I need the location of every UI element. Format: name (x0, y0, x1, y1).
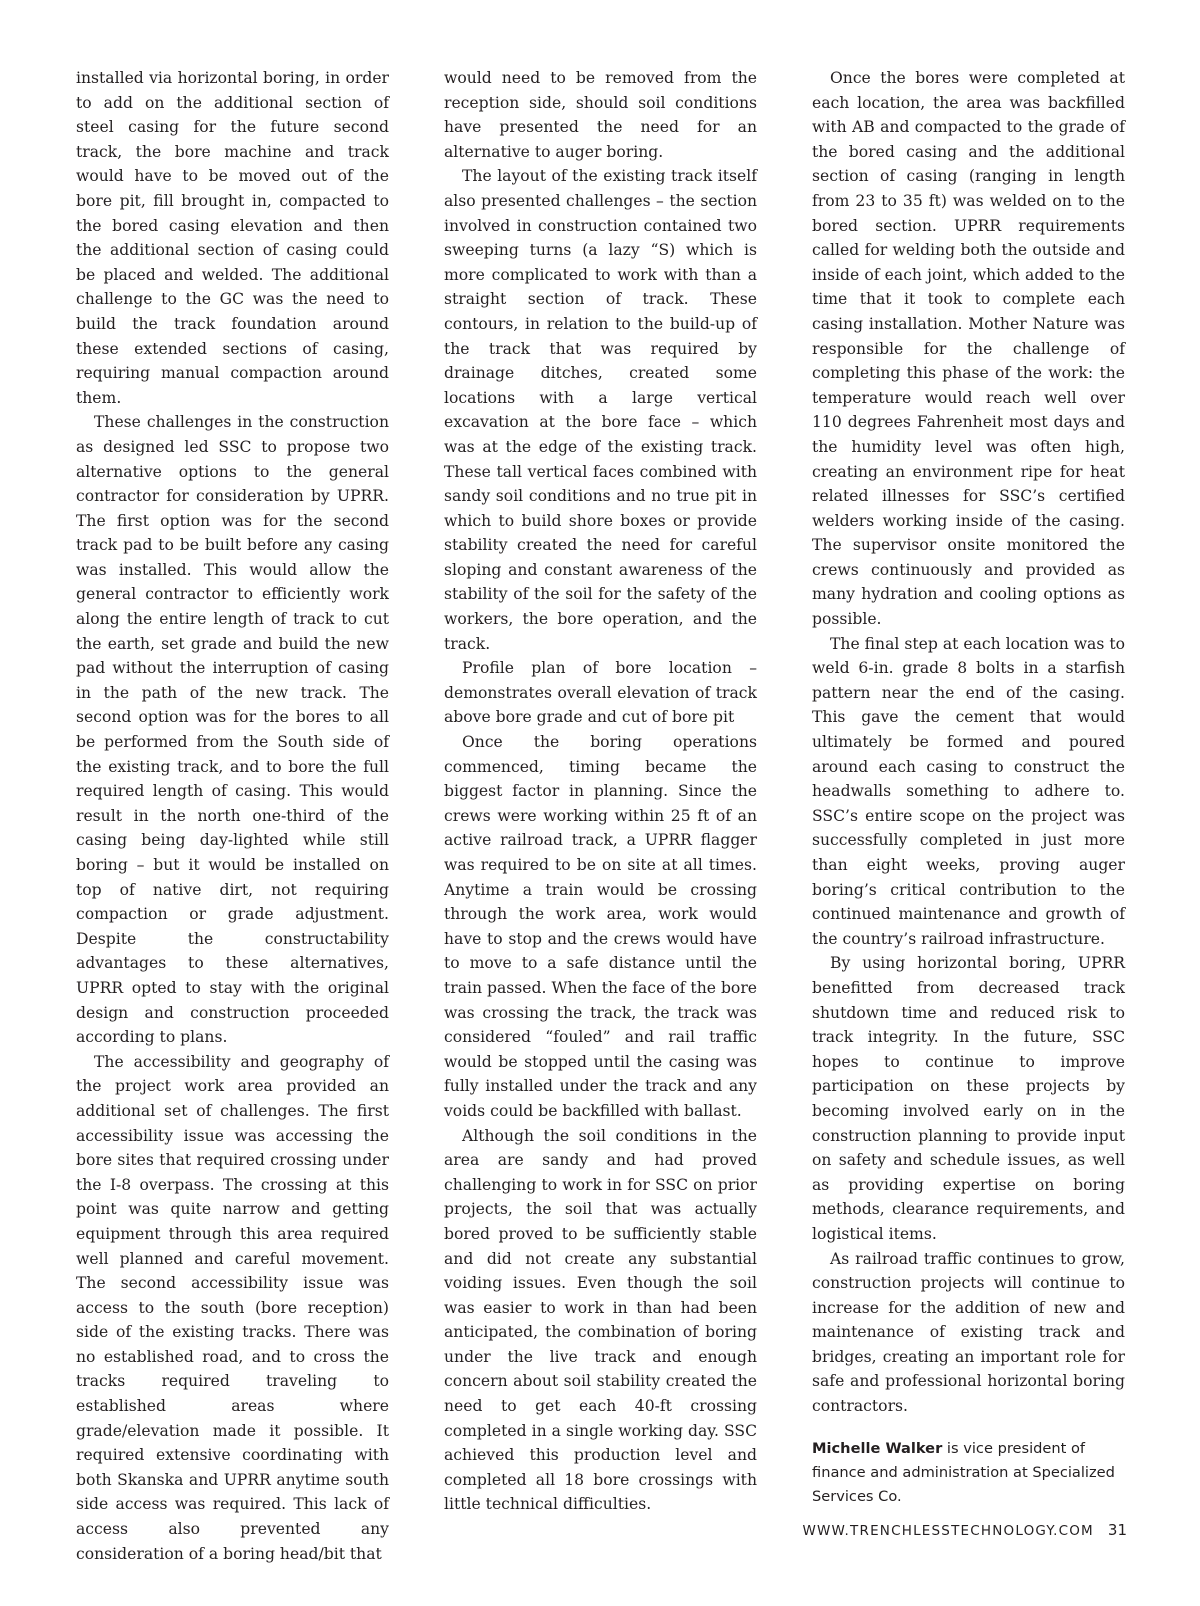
author-name: Michelle Walker (812, 1439, 943, 1457)
paragraph: The accessibility and geography of the project work area provided an additional set of challenges. The first accessibility issue was accessing the bore sites that required crossing under the I-8 overpass. The crossing at this point was quite narrow and getting equipment through this area required well planned and careful movement. The second accessibility issue was access to the south (bore reception) side of the existing tracks. There was no established road, and to cross the tracks required traveling to established areas where grade/elevation made it possible. It required extensive coordinating with both Skanska and UPRR anytime south side access was required. This lack of access also prevented any consideration of a boring head/bit that (76, 1052, 389, 1563)
paragraph: The layout of the existing track itself also presented challenges – the section involved in construction contained two sweeping turns (a lazy “S) which is more complicated to work with than a straight section of track. These contours, in relation to the build-up of the track that was required by drainage ditches, created some locations with a large vertical excavation at the bore face – which was at the edge of the existing track. These tall vertical faces combined with sandy soil conditions and no true pit in which to build shore boxes or provide stability created the need for careful sloping and constant awareness of the stability of the soil for the safety of the workers, the bore operation, and the track. (444, 167, 757, 653)
article-column-1 (76, 66, 389, 1566)
paragraph: These challenges in the construction as designed led SSC to propose two alternative options to the general contractor for consideration by UPRR. The first option was for the second track pad to be built before any casing was installed. This would allow the general contractor to efficiently work along the entire length of track to cut the earth, set grade and build the new pad without the interruption of casing in the path of the new track. The second option was for the bores to all be performed from the South side of the existing track, and to bore the full required length of casing. This would result in the north one-third of the casing being day-lighted while still boring – but it would be installed on top of native dirt, not requiring compaction or grade adjustment. Despite the constructability advantages to these alternatives, UPRR opted to stay with the original design and construction proceeded according to plans. (76, 413, 389, 1047)
paragraph: Although the soil conditions in the area are sandy and had proved challenging to work in for SSC on prior projects, the soil that was actually bored proved to be sufficiently stable and did not create any substantial voiding issues. Even though the soil was easier to work in than had been anticipated, the combination of boring under the live track and enough concern about soil stability created the need to get each 40-ft crossing completed in a single working day. SSC achieved this production level and completed all 18 bore crossings with little technical difficulties. (444, 1126, 757, 1514)
paragraph: would need to be removed from the reception side, should soil conditions have presented the need for an alternative to auger boring. (444, 69, 757, 161)
paragraph: Once the bores were completed at each location, the area was backfilled with AB and compacted to the grade of the bored casing and the additional section of casing (ranging in length from 23 to 35 ft) was welded on to the bored section. UPRR requirements called for welding both the outside and inside of each joint, which added to the time that it took to complete each casing installation. Mother Nature was responsible for the challenge of completing this phase of the work: the temperature would reach well over 110 degrees Fahrenheit most days and the humidity level was often high, creating an environment ripe for heat related illnesses for SSC’s certified welders working inside of the casing. The supervisor onsite monitored the crews continuously and provided as many hydration and cooling options as possible. (812, 69, 1125, 629)
footer-url: WWW.TRENCHLESSTECHNOLOGY.COM (802, 1523, 1094, 1539)
page-footer (802, 1521, 1127, 1539)
author-bio-text: is vice president of finance and administration at Specialized Services Co. (812, 1439, 1115, 1505)
author-bio (812, 1437, 1125, 1509)
page-number: 31 (1107, 1521, 1127, 1539)
article-column-3 (812, 66, 1125, 1509)
paragraph: installed via horizontal boring, in order to add on the additional section of steel casing for the future second track, the bore machine and track would have to be moved out of the bore pit, fill brought in, compacted to the bored casing elevation and then the additional section of casing could be placed and welded. The additional challenge to the GC was the need to build the track foundation around these extended sections of casing, requiring manual compaction around them. (76, 69, 389, 407)
paragraph: The final step at each location was to weld 6-in. grade 8 bolts in a starfish pattern near the end of the casing. This gave the cement that would ultimately be formed and poured around each casing to construct the headwalls something to adhere to. SSC’s entire scope on the project was successfully completed in just more than eight weeks, proving auger boring’s critical contribution to the continued maintenance and growth of the country’s railroad infrastructure. (812, 634, 1125, 948)
paragraph: Once the boring operations commenced, timing became the biggest factor in planning. Since the crews were working within 25 ft of an active railroad track, a UPRR flagger was required to be on site at all times. Anytime a train would be crossing through the work area, work would have to stop and the crews would have to move to a safe distance until the train passed. When the face of the bore was crossing the track, the track was considered “fouled” and rail traffic would be stopped until the casing was fully installed under the track and any voids could be backfilled with ballast. (444, 733, 757, 1120)
article-column-2 (444, 66, 757, 1517)
paragraph: By using horizontal boring, UPRR benefitted from decreased track shutdown time and reduced risk to track integrity. In the future, SSC hopes to continue to improve participation on these projects by becoming involved early on in the construction planning to provide input on safety and schedule issues, as well as providing expertise on boring methods, clearance requirements, and logistical items. (812, 954, 1125, 1243)
figure-caption: Profile plan of bore location – demonstrates overall elevation of track above bore grade and cut of bore pit (444, 659, 757, 727)
paragraph: As railroad traffic continues to grow, construction projects will continue to increase for the addition of new and maintenance of existing track and bridges, creating an important role for safe and professional horizontal boring contractors. (812, 1249, 1125, 1416)
